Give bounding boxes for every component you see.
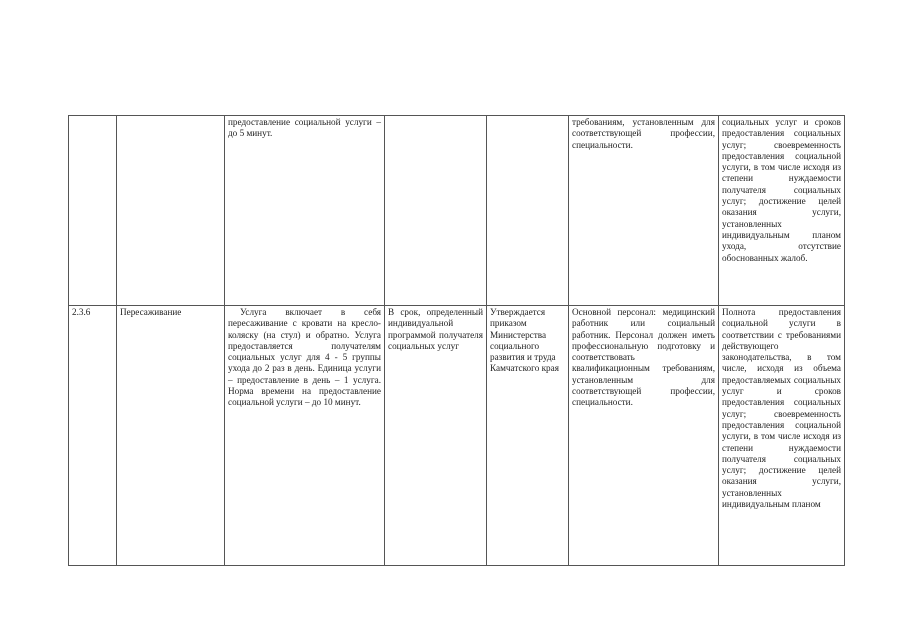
cell-number: 2.3.6	[69, 306, 117, 566]
cell-name	[117, 116, 225, 306]
table-row	[69, 306, 845, 566]
cell-term	[385, 116, 487, 306]
cell-term: В срок, определенный индивидуальной программой получателя социальных услуг	[385, 306, 487, 566]
cell-evaluation: социальных услуг и сроков предоставления социальных услуг; своевременность предоставления социальной услуги, в том числе исходя из степени нуждаемости получателя социальных услуг; достижение целей оказания услуги, установленных индивидуальным планом ухода, отсутствие обоснованных жалоб.	[719, 116, 845, 306]
cell-basis	[487, 116, 569, 306]
cell-staff: требованиям, установленным для соответствующей профессии, специальности.	[569, 116, 719, 306]
cell-name: Пересаживание	[117, 306, 225, 566]
cell-evaluation: Полнота предоставления социальной услуги в соответствии с требованиями действующего законодательства, в том числе, исходя из объема предоставляемых социальных услуг и сроков предоставления социальных услуг; своевременность предоставления социальной услуги, в том числе исходя из степени нуждаемости получателя социальных услуг; достижение целей оказания услуги, установленных индивидуальным планом	[719, 306, 845, 566]
cell-number	[69, 116, 117, 306]
cell-description: предоставление социальной услуги – до 5 минут.	[225, 116, 385, 306]
cell-description: Услуга включает в себя пересаживание с кровати на кресло-коляску (на стул) и обратно. Услуга предоставляется получателям социальных услуг для 4 - 5 группы ухода до 2 раз в день. Единица услуги – предоставление в день – 1 услуга. Норма времени на предоставление социальной услуги – до 10 минут.	[225, 306, 385, 566]
cell-basis: Утверждается приказом Министерства социального развития и труда Камчатского края	[487, 306, 569, 566]
services-table	[68, 115, 845, 566]
cell-staff: Основной персонал: медицинский работник или социальный работник. Персонал должен иметь профессиональную подготовку и соответствовать квалификационным требованиям, установленным для соответствующей профессии, специальности.	[569, 306, 719, 566]
table-row	[69, 116, 845, 306]
